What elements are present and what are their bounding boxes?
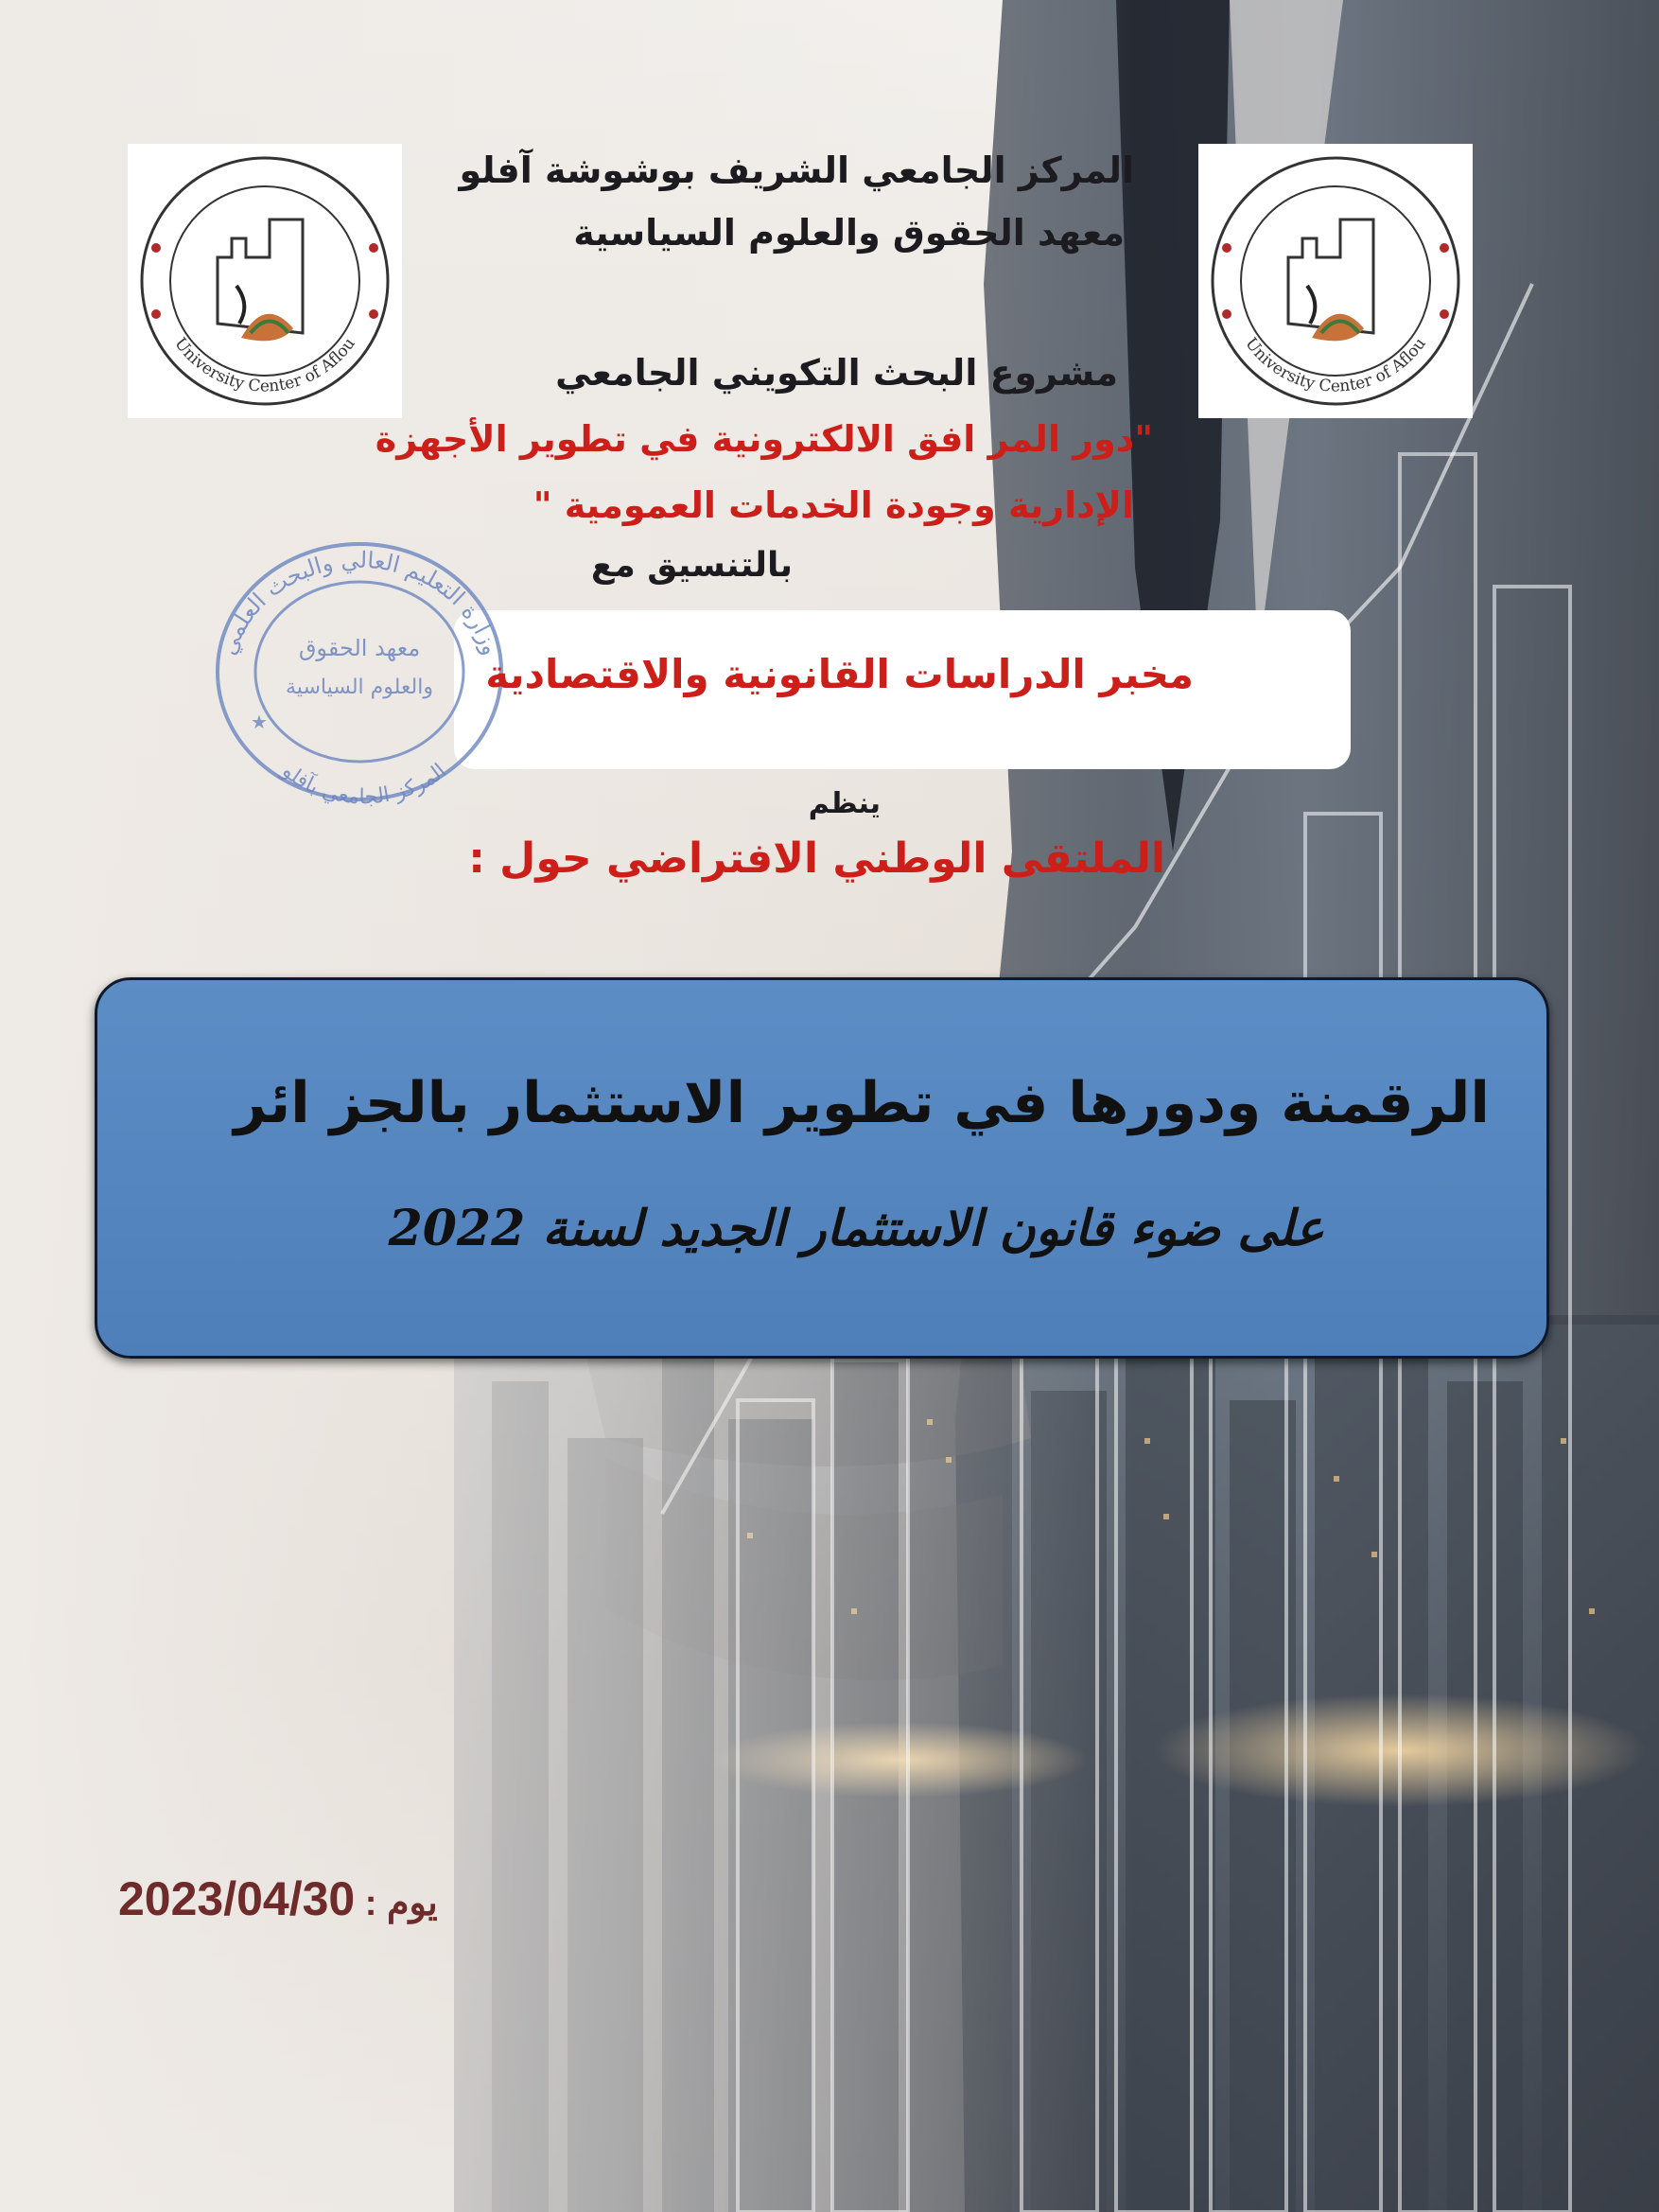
title-box [95,977,1549,1359]
date-value: 2023/04/30 [118,1872,356,1925]
stamp-star-icon: ★ [251,711,268,733]
svg-text:المركز الجامعي بآفلو [276,759,450,809]
event-date [118,1871,438,1926]
event-label: الملتقى الوطني الافتراضي حول : [468,834,1165,883]
sub-title: على ضوء قانون الاستثمار الجديد لسنة 2022 [388,1200,1324,1257]
left-logo-ring-text [128,144,402,418]
official-stamp [194,516,525,809]
university-name: المركز الجامعي الشريف بوشوشة آفلو [459,149,1134,191]
right-logo-text: University Center of Aflou [1241,334,1430,396]
right-logo-ring-text [1198,144,1473,418]
project-title-line1: "دور المر افق الالكترونية في تطوير الأجهزة [375,418,1153,460]
stamp-line2: والعلوم السياسية [286,676,433,699]
project-title-line2: الإدارية وجودة الخدمات العمومية " [533,484,1134,526]
left-logo-text: University Center of Aflou [170,334,359,396]
svg-text:University Center of Aflou [1241,334,1430,395]
institute-name: معهد الحقوق والعلوم السياسية [573,212,1125,254]
lab-name: مخبر الدراسات القانونية والاقتصادية [485,651,1194,697]
project-label: مشروع البحث التكويني الجامعي [555,352,1118,394]
stamp-bottom-text: المركز الجامعي بآفلو [277,759,451,809]
main-title: الرقمنة ودورها في تطوير الاستثمار بالجز ائر [234,1070,1490,1136]
coordination-text: بالتنسيق مع [590,546,793,585]
stamp-ring-text: وزارة التعليم العالي والبحث العلمي [215,546,504,658]
organizes-text: ينظم [808,787,881,820]
svg-text:University Center of Aflou [170,334,359,395]
date-label: يوم : [355,1884,438,1923]
stamp-line1: معهد الحقوق [298,635,421,661]
